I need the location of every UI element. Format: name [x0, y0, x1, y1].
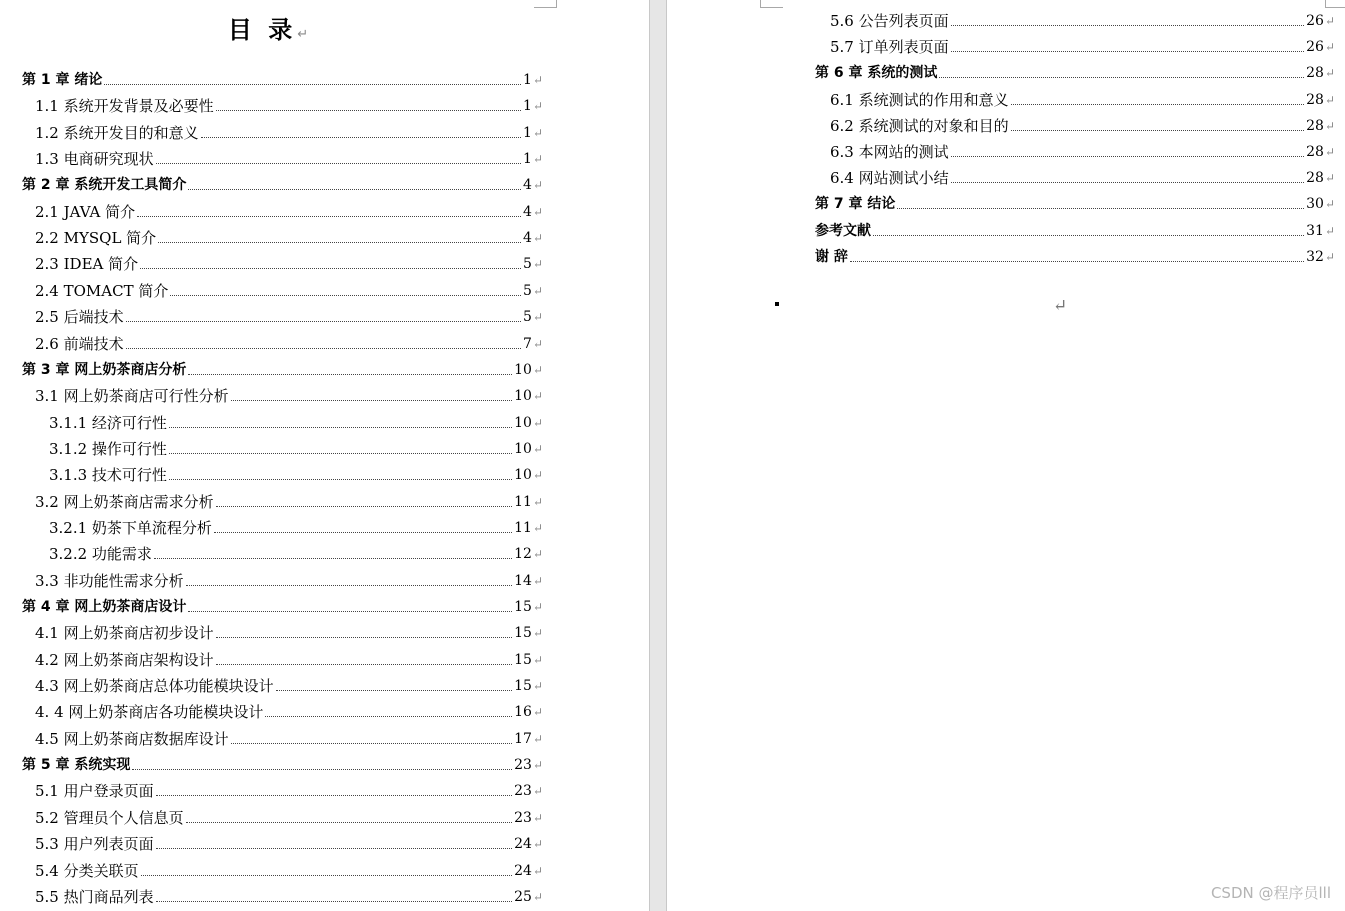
toc-page-number: 26	[1306, 13, 1324, 29]
toc-entry[interactable]	[35, 807, 543, 827]
dot-leader	[141, 875, 512, 876]
paragraph-mark: ↵	[532, 863, 543, 878]
toc-entry[interactable]	[35, 333, 543, 353]
paragraph-mark: ↵	[532, 679, 543, 694]
toc-entry-label: 5.6 公告列表页面	[830, 12, 949, 30]
paragraph-mark: ↵	[297, 27, 313, 42]
toc-page-number: 4	[523, 177, 532, 194]
toc-page-number: 1	[523, 151, 532, 168]
toc-entry-label: 5.7 订单列表页面	[830, 38, 949, 57]
dot-leader	[216, 110, 521, 111]
paragraph-mark: ↵	[532, 362, 543, 377]
paragraph-mark: ↵	[532, 99, 543, 114]
paragraph-mark: ↵	[1324, 223, 1335, 238]
toc-entry[interactable]	[830, 115, 1335, 135]
paragraph-mark: ↵	[532, 231, 543, 246]
toc-entry[interactable]	[35, 385, 543, 405]
paragraph-mark: ↵	[532, 125, 543, 140]
paragraph-mark: ↵	[532, 626, 543, 641]
toc-entry[interactable]	[35, 622, 543, 642]
dot-leader	[276, 690, 512, 691]
paragraph-mark: ↵	[1324, 92, 1335, 107]
dot-leader	[231, 400, 512, 401]
toc-page-number: 24	[514, 836, 532, 853]
toc-entry[interactable]	[830, 167, 1335, 187]
toc-entry-label: 3.1 网上奶茶商店可行性分析	[35, 387, 229, 406]
paragraph-mark: ↵	[532, 389, 543, 404]
toc-entry[interactable]	[35, 649, 543, 669]
toc-entry-label: 1.2 系统开发目的和意义	[35, 123, 199, 142]
toc-entry-label: 谢 辞	[815, 248, 848, 265]
paragraph-mark: ↵	[532, 731, 543, 746]
paragraph-mark: ↵	[532, 520, 543, 535]
dot-leader	[188, 611, 512, 612]
toc-page-number: 31	[1306, 222, 1324, 239]
paragraph-mark: ↵	[532, 810, 543, 825]
paragraph-mark: ↵	[532, 441, 543, 456]
paragraph-mark: ↵	[532, 73, 543, 87]
paragraph-mark: ↵	[1053, 296, 1068, 316]
toc-page-number: 5	[523, 256, 532, 273]
toc-entry-label: 3.1.1 经济可行性	[49, 413, 167, 432]
toc-entry[interactable]	[815, 62, 1335, 82]
toc-entry[interactable]	[830, 36, 1335, 56]
dot-leader	[186, 822, 512, 823]
toc-entry-label: 5.5 热门商品列表	[35, 887, 154, 906]
toc-page-number: 16	[514, 704, 532, 721]
toc-entry[interactable]	[815, 193, 1335, 213]
toc-entry-label: 2.1 JAVA 简介	[35, 202, 136, 221]
dot-leader	[132, 769, 512, 770]
toc-page-number: 28	[1306, 91, 1324, 108]
paragraph-mark: ↵	[532, 283, 543, 298]
page-corner-mark	[1325, 0, 1345, 8]
toc-entry-label: 2.4 TOMACT 简介	[35, 281, 169, 300]
toc-entry[interactable]	[35, 122, 543, 142]
watermark: CSDN @程序员lll	[1210, 884, 1331, 902]
paragraph-mark: ↵	[1324, 66, 1335, 81]
toc-page-number: 15	[514, 678, 532, 695]
paragraph-mark: ↵	[532, 204, 543, 219]
paragraph-mark: ↵	[532, 600, 543, 614]
toc-entry-label: 3.2.1 奶茶下单流程分析	[49, 518, 212, 537]
dot-leader	[154, 558, 512, 559]
dot-leader	[216, 637, 512, 638]
dot-leader	[169, 453, 512, 454]
dot-leader	[265, 716, 512, 717]
toc-entry[interactable]	[22, 596, 543, 616]
paragraph-mark: ↵	[1324, 14, 1335, 28]
paragraph-mark: ↵	[532, 415, 543, 430]
toc-entry-label: 6.3 本网站的测试	[830, 143, 949, 161]
toc-entry-label: 3.2.2 功能需求	[49, 545, 152, 564]
toc-entry-label: 3.2 网上奶茶商店需求分析	[35, 492, 214, 511]
document-page-right	[667, 0, 1345, 911]
toc-entry[interactable]	[49, 543, 543, 563]
dot-leader	[156, 163, 521, 164]
toc-entry[interactable]	[35, 701, 543, 721]
dot-leader	[169, 479, 512, 480]
toc-entry[interactable]	[815, 246, 1335, 266]
toc-page-number: 32	[1306, 248, 1324, 265]
dot-leader	[158, 242, 521, 243]
toc-page-number: 23	[514, 757, 532, 774]
paragraph-mark: ↵	[532, 152, 543, 167]
toc-entry[interactable]	[815, 220, 1335, 240]
toc-entry[interactable]	[35, 148, 543, 168]
dot-leader	[170, 295, 521, 296]
toc-entry-label: 第 6 章 系统的测试	[815, 65, 938, 82]
dot-leader	[214, 532, 512, 533]
toc-entry-label: 4.5 网上奶茶商店数据库设计	[35, 729, 229, 748]
toc-page-number: 4	[523, 230, 532, 247]
toc-entry-label: 1.1 系统开发背景及必要性	[35, 97, 214, 116]
toc-entry[interactable]	[35, 728, 543, 748]
dot-leader	[951, 51, 1304, 52]
dot-leader	[126, 321, 521, 322]
toc-entry[interactable]	[35, 780, 543, 800]
paragraph-mark: ↵	[532, 468, 543, 483]
toc-page-number: 14	[514, 572, 532, 589]
toc-entry-label: 第 5 章 系统实现	[22, 757, 131, 774]
dot-leader	[156, 795, 512, 796]
page-corner-mark	[534, 0, 557, 8]
paragraph-mark: ↵	[532, 758, 543, 773]
toc-entry[interactable]	[49, 517, 543, 537]
paragraph-mark: ↵	[532, 889, 543, 904]
toc-page-number: 15	[514, 599, 532, 615]
toc-entry[interactable]	[22, 359, 543, 379]
dot-leader	[939, 77, 1304, 78]
dot-leader	[156, 901, 512, 902]
dot-leader	[951, 156, 1304, 157]
dot-leader	[951, 182, 1304, 183]
toc-entry[interactable]	[35, 280, 543, 300]
dot-leader	[951, 25, 1304, 26]
toc-entry-label: 5.1 用户登录页面	[35, 782, 154, 801]
toc-entry[interactable]	[35, 675, 543, 695]
toc-page-number: 30	[1306, 196, 1324, 213]
toc-entry[interactable]	[22, 754, 543, 774]
dot-leader	[201, 137, 521, 138]
toc-entry-label: 2.2 MYSQL 简介	[35, 229, 157, 248]
toc-entry[interactable]	[35, 95, 543, 115]
page-corner-mark	[760, 0, 783, 8]
bullet-mark	[775, 302, 779, 306]
toc-entry-label: 2.5 后端技术	[35, 308, 124, 327]
toc-entry-label: 6.1 系统测试的作用和意义	[830, 90, 1009, 109]
toc-entry[interactable]	[49, 438, 543, 458]
toc-entry[interactable]	[35, 860, 543, 880]
toc-page-number: 10	[514, 467, 532, 484]
toc-entry[interactable]	[830, 89, 1335, 109]
paragraph-mark: ↵	[532, 336, 543, 351]
paragraph-mark: ↵	[532, 310, 543, 325]
dot-leader	[188, 189, 521, 190]
paragraph-mark: ↵	[532, 178, 543, 193]
toc-page-number: 5	[523, 309, 532, 326]
paragraph-mark: ↵	[532, 784, 543, 799]
toc-entry-label: 第 1 章 绪论	[22, 72, 103, 88]
toc-entry[interactable]	[49, 464, 543, 484]
toc-page-number: 10	[514, 388, 532, 405]
toc-page-number: 7	[523, 335, 532, 352]
paragraph-mark: ↵	[532, 494, 543, 509]
toc-page-number: 1	[523, 98, 532, 115]
toc-page-number: 5	[523, 282, 532, 299]
paragraph-mark: ↵	[1324, 249, 1335, 264]
toc-entry-label: 6.2 系统测试的对象和目的	[830, 116, 1009, 135]
dot-leader	[216, 664, 512, 665]
toc-entry-label: 3.1.2 操作可行性	[49, 439, 167, 458]
toc-entry-label: 4. 4 网上奶茶商店各功能模块设计	[35, 703, 264, 722]
toc-entry-label: 4.3 网上奶茶商店总体功能模块设计	[35, 677, 274, 696]
paragraph-mark: ↵	[532, 652, 543, 667]
dot-leader	[188, 374, 512, 375]
toc-entry-label: 3.1.3 技术可行性	[49, 466, 167, 485]
toc-page-number: 28	[1306, 144, 1324, 160]
toc-page-number: 10	[514, 440, 532, 457]
toc-entry[interactable]	[22, 69, 543, 89]
toc-page-number: 28	[1306, 170, 1324, 187]
page-gutter	[649, 0, 667, 911]
toc-entry[interactable]	[22, 174, 543, 194]
toc-entry-label: 6.4 网站测试小结	[830, 169, 949, 188]
toc-title-text: 目 录	[227, 16, 297, 44]
paragraph-mark: ↵	[1324, 197, 1335, 212]
toc-entry-label: 5.3 用户列表页面	[35, 835, 154, 854]
paragraph-mark: ↵	[1324, 40, 1335, 55]
toc-entry-label: 第 2 章 系统开发工具简介	[22, 177, 187, 194]
toc-page-number: 28	[1306, 117, 1324, 134]
paragraph-mark: ↵	[532, 573, 543, 588]
paragraph-mark: ↵	[532, 547, 543, 562]
paragraph-mark: ↵	[532, 837, 543, 852]
dot-leader	[216, 506, 512, 507]
toc-title	[0, 10, 540, 45]
toc-page-number: 1	[523, 72, 532, 88]
toc-page-number: 17	[514, 730, 532, 747]
toc-page-number: 28	[1306, 65, 1324, 82]
paragraph-mark: ↵	[1324, 145, 1335, 159]
toc-page-number: 11	[514, 493, 532, 510]
toc-entry-label: 第 7 章 结论	[815, 196, 896, 213]
paragraph-mark: ↵	[1324, 118, 1335, 133]
toc-entry[interactable]	[35, 570, 543, 590]
toc-entry-label: 4.2 网上奶茶商店架构设计	[35, 650, 214, 669]
dot-leader	[1011, 104, 1304, 105]
dot-leader	[897, 208, 1304, 209]
dot-leader	[156, 848, 512, 849]
toc-page-number: 11	[514, 519, 532, 536]
toc-entry[interactable]	[830, 141, 1335, 161]
toc-page-number: 26	[1306, 39, 1324, 56]
toc-page-number: 10	[514, 361, 532, 378]
toc-entry-label: 3.3 非功能性需求分析	[35, 571, 184, 590]
toc-entry[interactable]	[35, 201, 543, 221]
dot-leader	[850, 261, 1304, 262]
toc-entry[interactable]	[35, 886, 543, 906]
toc-entry[interactable]	[35, 306, 543, 326]
toc-entry-label: 第 3 章 网上奶茶商店分析	[22, 361, 187, 378]
toc-entry[interactable]	[35, 491, 543, 511]
toc-entry[interactable]	[35, 253, 543, 273]
dot-leader	[104, 84, 521, 85]
document-page-left	[0, 0, 649, 911]
toc-entry[interactable]	[35, 833, 543, 853]
toc-page-number: 25	[514, 888, 532, 905]
toc-entry-label: 1.3 电商研究现状	[35, 150, 154, 169]
toc-page-number: 10	[514, 414, 532, 431]
toc-entry-label: 2.3 IDEA 简介	[35, 255, 139, 274]
toc-entry-label: 4.1 网上奶茶商店初步设计	[35, 624, 214, 643]
toc-entry[interactable]	[35, 227, 543, 247]
toc-entry-label: 2.6 前端技术	[35, 334, 124, 353]
dot-leader	[140, 268, 521, 269]
toc-page-number: 23	[514, 809, 532, 826]
toc-page-number: 23	[514, 783, 532, 800]
toc-page-number: 24	[514, 862, 532, 879]
toc-entry-label: 参考文献	[815, 222, 871, 239]
dot-leader	[1011, 130, 1304, 131]
toc-page-number: 12	[514, 546, 532, 563]
dot-leader	[186, 585, 512, 586]
toc-entry[interactable]	[830, 10, 1335, 30]
toc-page-number: 15	[514, 651, 532, 668]
toc-page-number: 15	[514, 625, 532, 642]
paragraph-mark: ↵	[532, 257, 543, 272]
toc-entry-label: 5.4 分类关联页	[35, 861, 139, 880]
toc-entry-label: 第 4 章 网上奶茶商店设计	[22, 599, 187, 615]
dot-leader	[231, 743, 512, 744]
toc-entry-label: 5.2 管理员个人信息页	[35, 808, 184, 827]
dot-leader	[169, 427, 512, 428]
dot-leader	[126, 348, 521, 349]
dot-leader	[873, 235, 1304, 236]
dot-leader	[137, 216, 521, 217]
toc-page-number: 4	[523, 203, 532, 220]
paragraph-mark: ↵	[1324, 171, 1335, 186]
paragraph-mark: ↵	[532, 705, 543, 720]
toc-entry[interactable]	[49, 412, 543, 432]
toc-page-number: 1	[523, 124, 532, 141]
